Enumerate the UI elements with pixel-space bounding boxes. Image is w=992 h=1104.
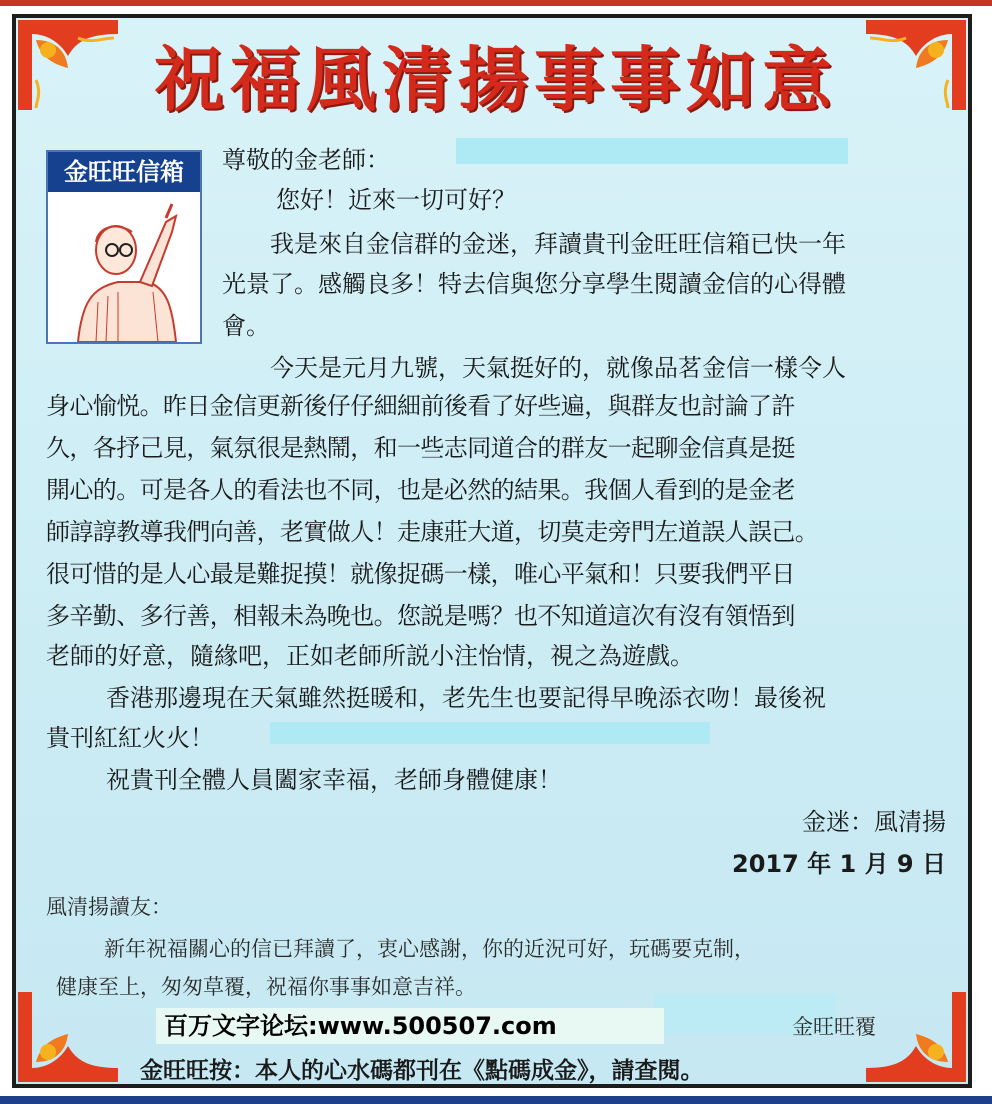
letter-line: 師諄諄教導我們向善，老實做人！走康莊大道，切莫走旁門左道誤人誤己。 xyxy=(46,518,819,546)
reply-line: 新年祝福關心的信已拜讀了，衷心感謝，你的近況可好，玩碼要克制， xyxy=(104,937,755,961)
corner-ornament-icon xyxy=(866,20,966,110)
mailbox-badge xyxy=(46,150,202,344)
letter-salutation: 尊敬的金老師： xyxy=(222,146,390,174)
letter-line: 身心愉悦。昨日金信更新後仔仔細細前後看了好些遍，與群友也討論了許 xyxy=(46,392,795,420)
mailbox-label: 金旺旺信箱 xyxy=(48,152,200,192)
article-frame xyxy=(12,14,972,1088)
article-title: 祝福風清揚事事如意 xyxy=(154,38,838,121)
redaction-bar xyxy=(270,722,710,744)
footer-note: 金旺旺按：本人的心水碼都刊在《點碼成金》，請查閱。 xyxy=(140,1058,704,1084)
site-watermark: 百万文字论坛:www.500507.com xyxy=(156,1008,664,1044)
reply-salutation: 風清揚讀友： xyxy=(46,895,172,919)
letter-line: 光景了。感觸良多！特去信與您分享學生閱讀金信的心得體 xyxy=(222,270,846,298)
letter-line: 很可惜的是人心最是難捉摸！就像捉碼一樣，唯心平氣和！只要我們平日 xyxy=(46,560,795,588)
letter-line: 會。 xyxy=(222,312,270,340)
letter-signature: 金迷：風清揚 xyxy=(802,808,946,836)
letter-line: 久，各抒己見，氣氛很是熱鬧，和一些志同道合的群友一起聊金信真是挺 xyxy=(46,434,795,462)
letter-date: 2017 年 1 月 9 日 xyxy=(732,850,946,878)
page-bottom-strip xyxy=(0,1096,992,1104)
letter-line: 今天是元月九號，天氣挺好的，就像品茗金信一樣令人 xyxy=(270,354,846,382)
letter-line: 老師的好意，隨緣吧，正如老師所説小注怡情，視之為遊戲。 xyxy=(46,642,694,670)
letter-line: 祝貴刊全體人員闔家幸福，老師身體健康！ xyxy=(106,766,562,794)
letter-line: 香港那邊現在天氣雖然挺暖和，老先生也要記得早晚添衣吻！最後祝 xyxy=(106,684,826,712)
corner-ornament-icon xyxy=(866,992,966,1082)
corner-ornament-icon xyxy=(18,20,118,110)
redaction-bar xyxy=(456,138,848,164)
letter-greeting: 您好！近來一切可好？ xyxy=(276,186,516,214)
reply-signature: 金旺旺覆 xyxy=(792,1015,876,1039)
page-top-strip xyxy=(0,0,992,6)
letter-line: 開心的。可是各人的看法也不同，也是必然的結果。我個人看到的是金老 xyxy=(46,476,795,504)
letter-line: 我是來自金信群的金迷，拜讀貴刊金旺旺信箱已快一年 xyxy=(270,230,846,258)
letter-line: 多辛勤、多行善，相報未為晚也。您説是嗎？也不知道這次有沒有領悟到 xyxy=(46,602,795,630)
professor-illustration-icon xyxy=(48,192,200,342)
reply-line: 健康至上，匆匆草覆，祝福你事事如意吉祥。 xyxy=(56,975,476,999)
letter-line: 貴刊紅紅火火！ xyxy=(46,724,214,752)
